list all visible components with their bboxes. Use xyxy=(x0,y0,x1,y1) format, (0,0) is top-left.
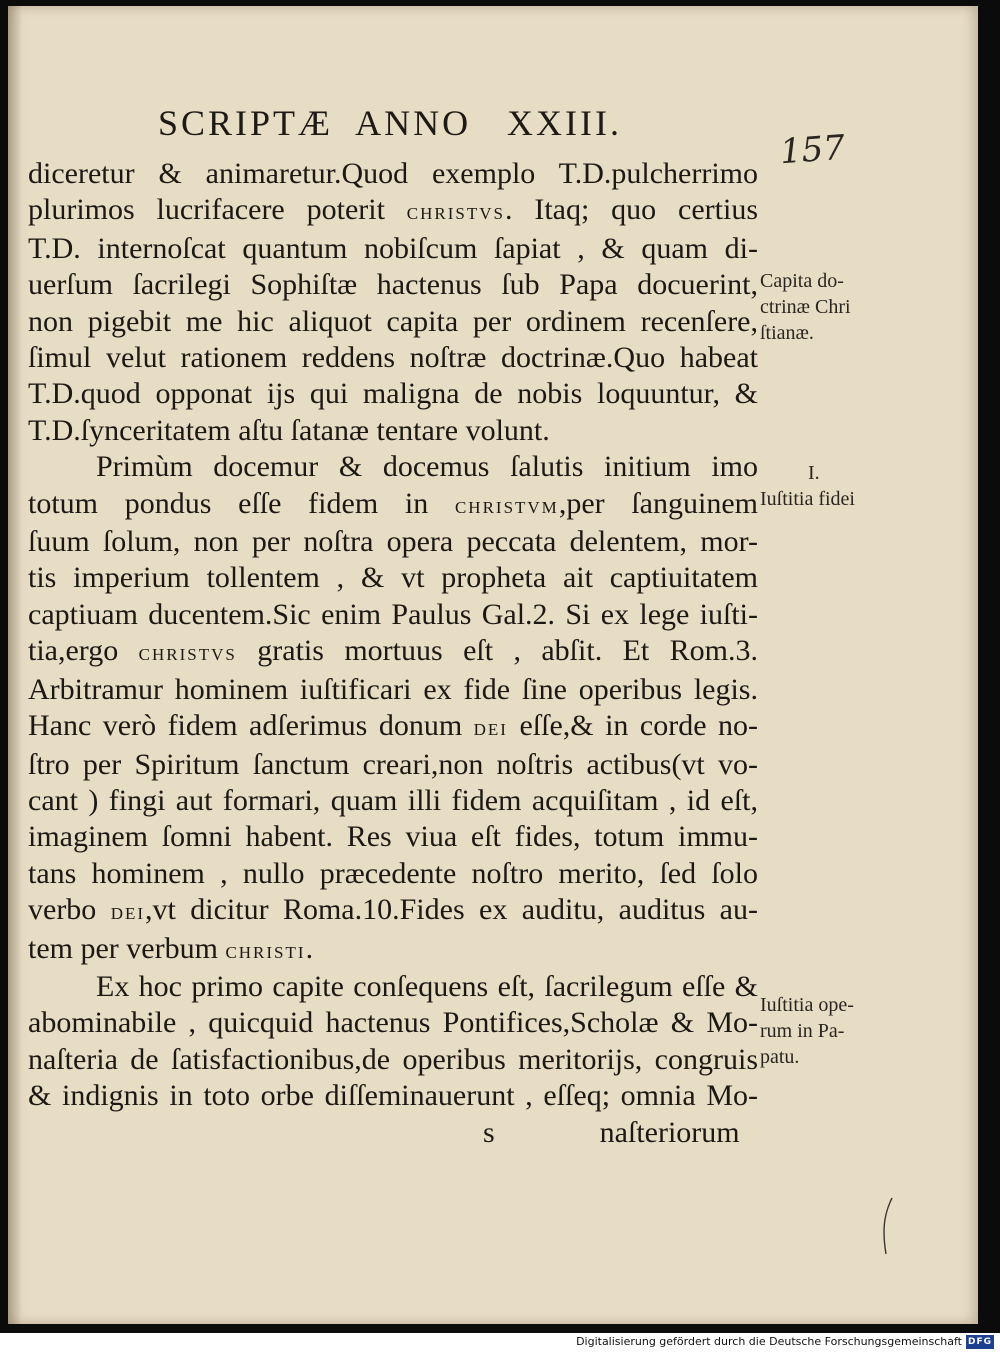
page-number: 157 xyxy=(778,127,847,173)
text-line xyxy=(28,931,758,969)
text-run: ſuum ſolum, non per noſtra opera peccata delentem, mor- xyxy=(28,525,758,559)
text-run: cant ) fingi aut formari, quam illi fidem acquiſitam , id eſt, xyxy=(28,783,758,817)
pencil-mark-icon xyxy=(878,1196,898,1256)
text-line xyxy=(28,560,758,596)
text-line xyxy=(28,856,758,892)
margin-note-line: ſtianæ. xyxy=(760,322,814,344)
text-run: naſteria de ſatisfactionibus,de operibus meritorijs, congruis xyxy=(28,1042,758,1076)
text-line xyxy=(28,304,758,340)
text-line xyxy=(28,1078,758,1114)
text-line xyxy=(28,524,758,560)
text-line xyxy=(28,969,758,1005)
text-run: diceretur & animaretur.Quod exemplo T.D.pulcherrimo xyxy=(28,157,758,190)
text-line xyxy=(28,156,758,192)
book-page xyxy=(8,6,978,1324)
text-run: verbo xyxy=(28,893,111,927)
text-line xyxy=(28,376,758,412)
text-run: Ex hoc primo capite conſequens eſt, ſacrilegum eſſe & xyxy=(96,969,758,1003)
text-line xyxy=(28,192,758,230)
text-run: & indignis in toto orbe diſſeminauerunt , eſſeq; omnia Mo- xyxy=(28,1079,758,1113)
text-run: . Itaq; quo certius xyxy=(504,193,758,227)
running-head: SCRIPTÆ ANNO XXIII. xyxy=(158,103,623,143)
text-line xyxy=(28,1115,758,1151)
text-line xyxy=(28,819,758,855)
margin-note-line: Iuſtitia fidei xyxy=(760,488,855,510)
text-run: T.D. internoſcat quantum nobiſcum ſapiat , & quam di- xyxy=(28,231,758,265)
text-run: tans hominem , nullo præcedente noſtro merito, ſed ſolo xyxy=(28,856,758,890)
small-caps-word: christvm xyxy=(454,492,559,519)
text-line xyxy=(28,449,758,485)
small-caps-word: dei xyxy=(110,899,146,926)
text-run: ,per ſanguinem xyxy=(558,486,758,520)
text-run: gratis mortuus eſt , abſit. Et Rom.3. xyxy=(236,634,759,668)
text-line xyxy=(28,267,758,303)
text-run: tem per verbum xyxy=(28,931,226,965)
margin-note-number: I. xyxy=(808,462,820,484)
margin-note-line: Iuſtitia ope- xyxy=(760,994,854,1016)
small-caps-word: christvs xyxy=(406,199,505,226)
text-run: tia,ergo xyxy=(28,634,139,668)
text-run: T.D.quod opponat ijs qui maligna de nobis loquuntur, & xyxy=(28,377,758,411)
text-run: abominabile , quicquid hactenus Pontifices,Scholæ & Mo- xyxy=(28,1006,758,1040)
text-run: Primùm docemur & docemus ſalutis initium imo xyxy=(96,450,758,484)
text-line xyxy=(28,747,758,783)
body-text xyxy=(28,156,758,1151)
text-run: imaginem ſomni habent. Res viua eſt fides, totum immu- xyxy=(28,820,758,854)
funding-notice: Digitalisierung gefördert durch die Deutsche Forschungsgemeinschaft xyxy=(576,1335,962,1348)
text-line xyxy=(28,231,758,267)
text-run: Hanc verò fidem adſerimus donum xyxy=(28,709,474,743)
text-line xyxy=(28,597,758,633)
margin-note-capita xyxy=(760,268,890,346)
margin-note-iustitia-operum xyxy=(760,992,890,1070)
text-run: ,vt dicitur Roma.10.Fides ex auditu, auditus au- xyxy=(145,893,758,927)
text-run: captiuam ducentem.Sic enim Paulus Gal.2. Si ex lege iuſti- xyxy=(28,597,758,631)
small-caps-word: christi xyxy=(225,937,306,964)
text-line xyxy=(28,708,758,746)
margin-note-line: patu. xyxy=(760,1046,800,1068)
text-run: non pigebit me hic aliquot capita per ordinem recenſere, xyxy=(28,304,758,338)
text-run: ſimul velut rationem reddens noſtræ doctrinæ.Quo habeat xyxy=(28,341,758,375)
text-run: ſtro per Spiritum ſanctum creari,non noſtris actibus(vt vo- xyxy=(28,747,758,781)
text-line xyxy=(28,486,758,524)
small-caps-word: christvs xyxy=(138,640,237,667)
small-caps-word: dei xyxy=(473,715,508,742)
text-run: eſſe,& in corde no- xyxy=(507,709,758,743)
text-run: totum pondus eſſe fidem in xyxy=(28,486,455,520)
margin-note-line: ctrinæ Chri xyxy=(760,296,851,318)
text-line xyxy=(28,633,758,671)
text-run: T.D.ſynceritatem aſtu ſatanæ tentare volunt. xyxy=(28,413,550,447)
margin-note-line: rum in Pa- xyxy=(760,1020,845,1042)
text-run: uerſum ſacrilegi Sophiſtæ hactenus ſub Papa docuerint, xyxy=(28,268,758,302)
margin-note-iustitia-fidei xyxy=(760,460,890,512)
text-line xyxy=(28,783,758,819)
text-line xyxy=(28,340,758,376)
text-run: . xyxy=(305,931,314,965)
text-run: s naſteriorum xyxy=(483,1115,740,1149)
text-line xyxy=(28,413,758,449)
footer-bar xyxy=(0,1333,1000,1352)
text-line xyxy=(28,672,758,708)
text-line xyxy=(28,892,758,930)
margin-note-line: Capita do- xyxy=(760,270,844,292)
text-run: Arbitramur hominem iuſtificari ex fide ſine operibus legis. xyxy=(28,672,758,706)
text-run: plurimos lucrifacere poterit xyxy=(28,193,407,227)
text-line xyxy=(28,1042,758,1078)
dfg-logo: DFG xyxy=(967,1337,992,1347)
text-line xyxy=(28,1005,758,1041)
text-run: tis imperium tollentem , & vt propheta ait captiuitatem xyxy=(28,561,758,595)
